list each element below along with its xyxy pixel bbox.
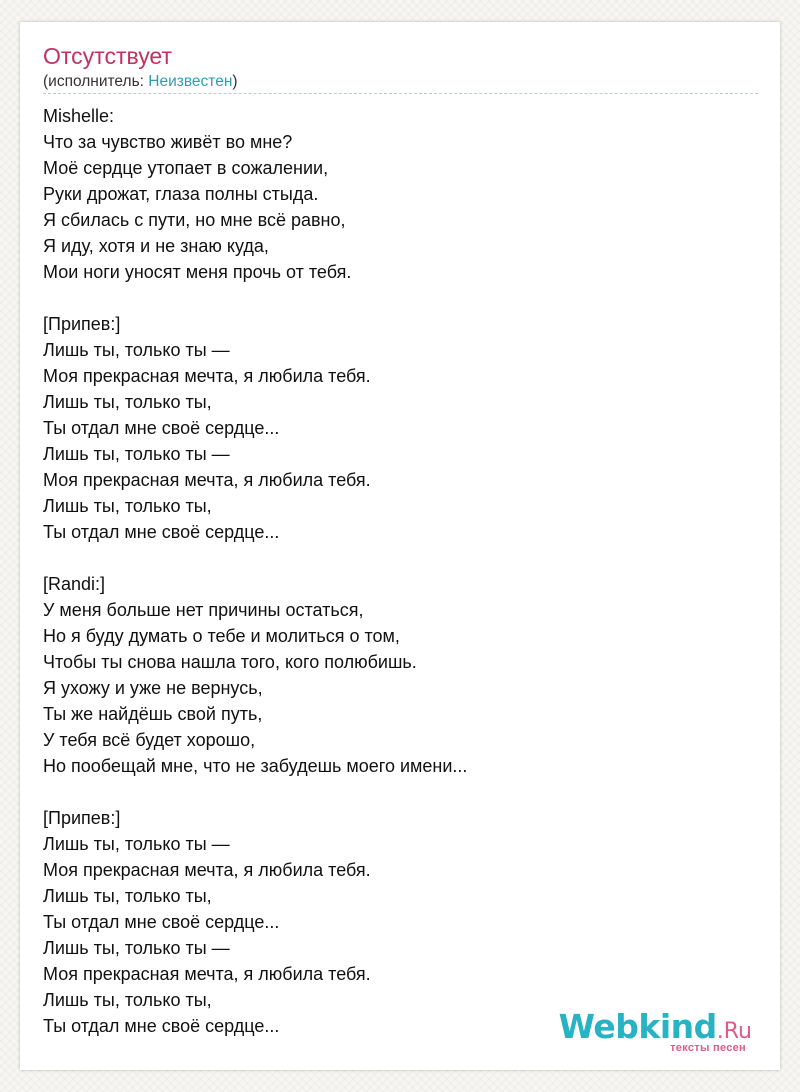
lyric-line: Лишь ты, только ты,: [43, 886, 212, 906]
lyric-line: Лишь ты, только ты —: [43, 938, 230, 958]
lyric-line: Но я буду думать о тебе и молиться о том,: [43, 626, 400, 646]
lyric-line: Лишь ты, только ты —: [43, 834, 230, 854]
lyric-line: Что за чувство живёт во мне?: [43, 132, 293, 152]
lyric-line: Моя прекрасная мечта, я любила тебя.: [43, 366, 371, 386]
lyric-line: Mishelle:: [43, 106, 115, 126]
artist-link[interactable]: Неизвестен: [148, 73, 233, 90]
logo-main: Webkind: [558, 1007, 717, 1046]
lyric-line: Моё сердце утопает в сожалении,: [43, 158, 329, 178]
lyric-line: Ты отдал мне своё сердце...: [43, 1016, 280, 1036]
logo-tagline: тексты песен: [670, 1042, 746, 1054]
lyric-line: Моя прекрасная мечта, я любила тебя.: [43, 470, 371, 490]
lyric-line: Ты отдал мне своё сердце...: [43, 912, 280, 932]
artist-suffix: ): [232, 73, 238, 90]
lyrics-text: [43, 103, 758, 1039]
lyric-line: Лишь ты, только ты,: [43, 990, 212, 1010]
blank-line: [43, 545, 758, 571]
lyric-line: [Припев:]: [43, 808, 121, 828]
lyric-line: Чтобы ты снова нашла того, кого полюбишь.: [43, 652, 417, 672]
logo-tld: .Ru: [716, 1019, 752, 1044]
lyric-line: Ты отдал мне своё сердце...: [43, 418, 280, 438]
lyric-line: [Припев:]: [43, 314, 121, 334]
lyric-line: [Randi:]: [43, 574, 106, 594]
lyric-line: Но пообещай мне, что не забудешь моего имени...: [43, 756, 468, 776]
lyric-line: Я иду, хотя и не знаю куда,: [43, 236, 269, 256]
lyric-line: Ты же найдёшь свой путь,: [43, 704, 263, 724]
lyric-line: Мои ноги уносят меня прочь от тебя.: [43, 262, 352, 282]
lyric-line: Моя прекрасная мечта, я любила тебя.: [43, 964, 371, 984]
lyric-line: Я сбилась с пути, но мне всё равно,: [43, 210, 346, 230]
lyric-line: Лишь ты, только ты —: [43, 444, 230, 464]
artist-prefix: (исполнитель:: [43, 73, 149, 90]
lyric-line: Лишь ты, только ты,: [43, 392, 212, 412]
lyric-line: У меня больше нет причины остаться,: [43, 600, 364, 620]
lyric-line: У тебя всё будет хорошо,: [43, 730, 256, 750]
blank-line: [43, 779, 758, 805]
lyric-line: Руки дрожат, глаза полны стыда.: [43, 184, 319, 204]
lyric-line: Ты отдал мне своё сердце...: [43, 522, 280, 542]
divider: [43, 93, 758, 94]
webkind-logo[interactable]: [558, 1007, 752, 1056]
artist-line: [43, 72, 238, 92]
lyric-line: Я ухожу и уже не вернусь,: [43, 678, 263, 698]
song-title: Отсутствует: [43, 43, 172, 69]
lyrics-card: [20, 22, 780, 1070]
blank-line: [43, 285, 758, 311]
lyric-line: Моя прекрасная мечта, я любила тебя.: [43, 860, 371, 880]
lyric-line: Лишь ты, только ты —: [43, 340, 230, 360]
lyric-line: Лишь ты, только ты,: [43, 496, 212, 516]
